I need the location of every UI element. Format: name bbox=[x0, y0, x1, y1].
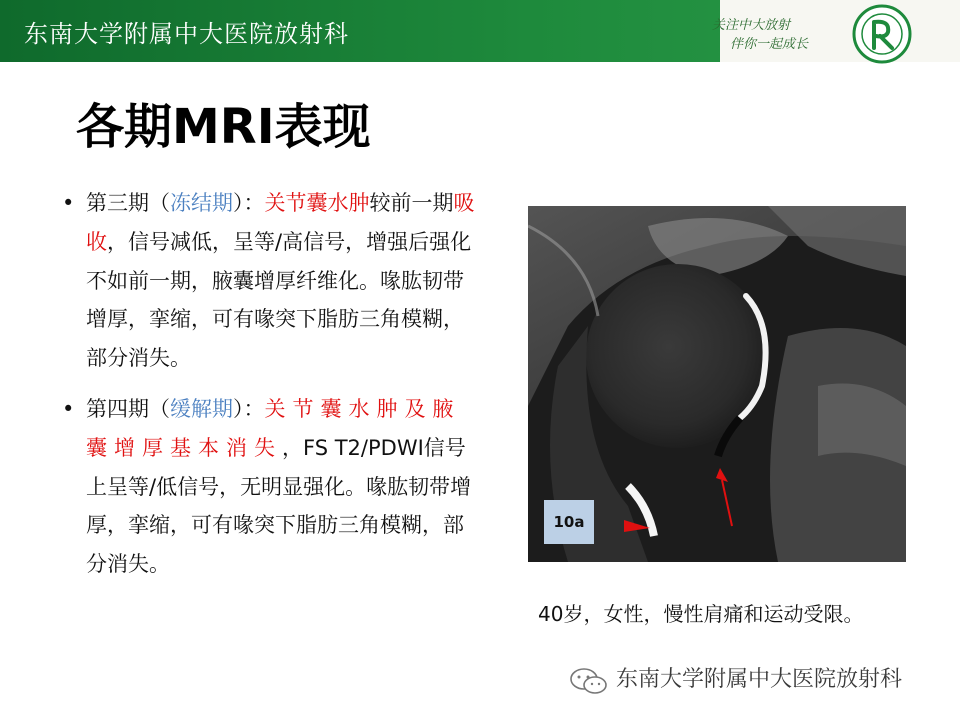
watermark-text: 东南大学附属中大医院放射科 bbox=[616, 667, 903, 692]
slogan-line-1: 关注中大放射 bbox=[712, 18, 791, 33]
stage-3-text-a: 较前一期 bbox=[369, 191, 454, 215]
bullet-stage-3 bbox=[62, 184, 482, 378]
paren-open: （ bbox=[149, 191, 170, 215]
paren-open: （ bbox=[149, 396, 170, 421]
paren-close: ）： bbox=[233, 396, 265, 421]
figure-caption: 40岁，女性，慢性肩痛和运动受限。 bbox=[538, 602, 864, 626]
stage-3-label: 第三期 bbox=[86, 191, 149, 215]
stage-3-highlight-2: 吸收 bbox=[86, 191, 475, 254]
stage-3-name: 冻结期 bbox=[170, 191, 233, 215]
hospital-logo-icon bbox=[852, 4, 912, 64]
stage-4-text-b: ，FS T2/PDWI信号上呈等/低信号，无明显强化。喙肱韧带增厚，挛缩，可有喙突下脂肪三角模糊，部分消失。 bbox=[86, 435, 472, 577]
figure-label: 10a bbox=[544, 500, 594, 544]
stage-4-name: 缓解期 bbox=[170, 396, 233, 421]
bullet-dot: • bbox=[62, 191, 75, 215]
bullet-stage-4 bbox=[62, 390, 482, 584]
slide-title: 各期MRI表现 bbox=[76, 99, 371, 155]
header-bar bbox=[0, 0, 960, 62]
slogan-line-2: 伴你一起成长 bbox=[730, 37, 809, 52]
mri-image bbox=[528, 206, 906, 562]
stage-3-text-b: ，信号减低，呈等/高信号，增强后强化不如前一期，腋囊增厚纤维化。喙肱韧带增厚，挛缩，可有喙突下脂肪三角模糊，部分消失。 bbox=[86, 229, 472, 371]
bullet-dot: • bbox=[62, 396, 75, 421]
watermark bbox=[566, 662, 902, 693]
stage-4-label: 第四期 bbox=[86, 396, 149, 421]
paren-close: ）： bbox=[233, 191, 265, 215]
header-title: 东南大学附属中大医院放射科 bbox=[24, 20, 349, 48]
stage-4-highlight: 关节囊水肿及腋囊增厚基本消失 bbox=[86, 396, 461, 460]
bullet-list bbox=[62, 184, 482, 596]
header-slogan bbox=[712, 16, 808, 54]
stage-3-highlight: 关节囊水肿 bbox=[264, 191, 370, 215]
